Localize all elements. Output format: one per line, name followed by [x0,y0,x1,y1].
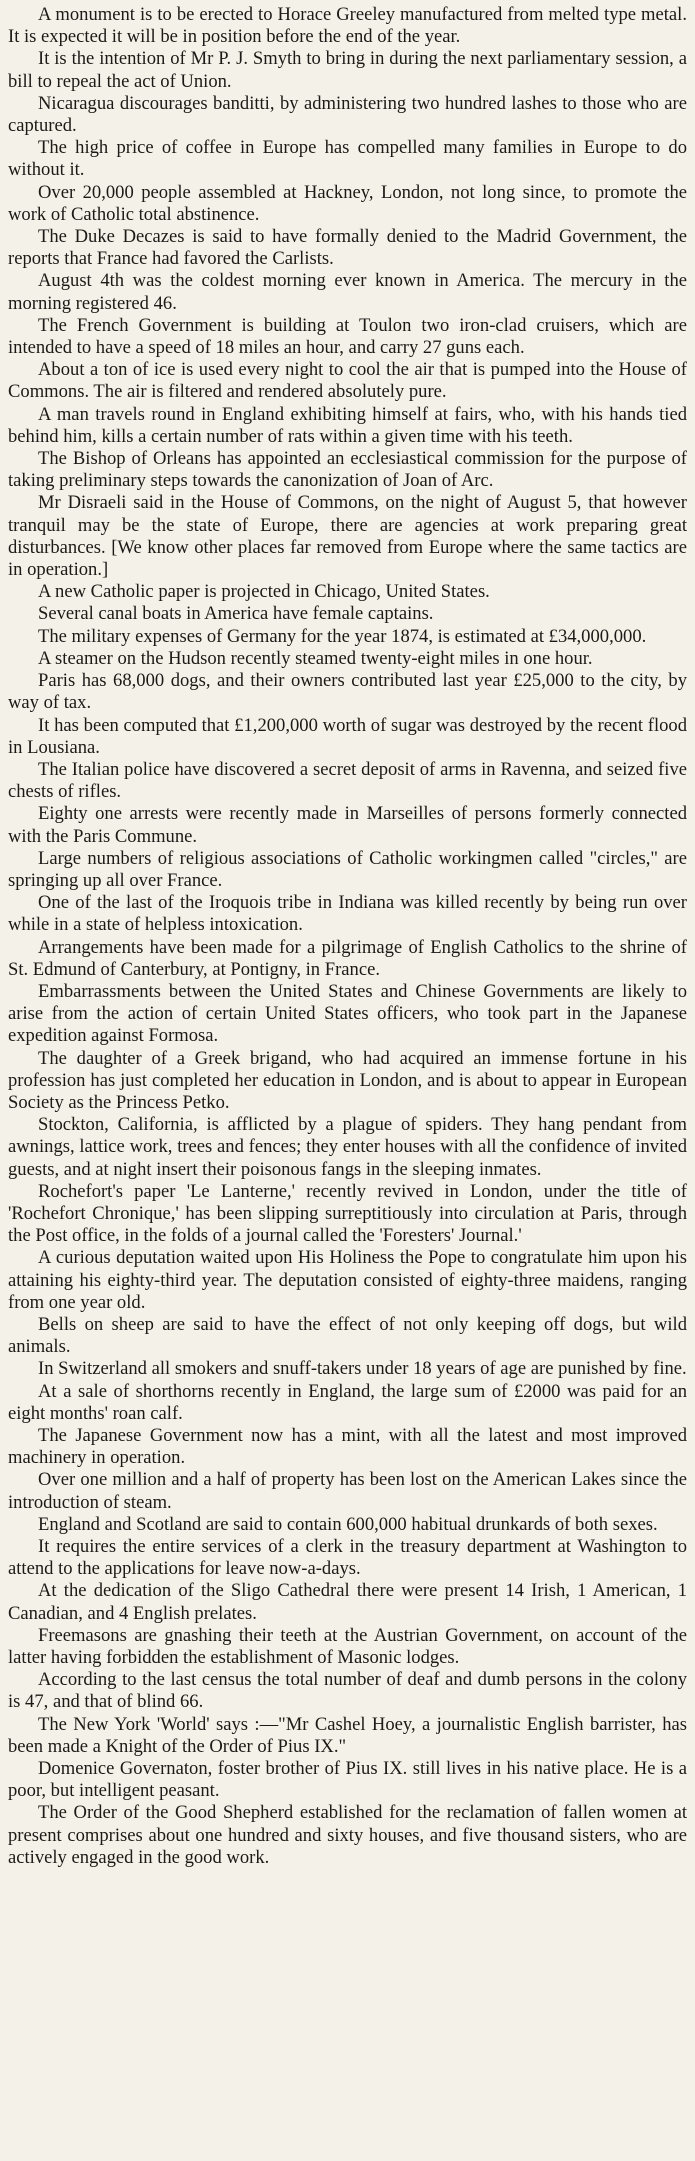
news-paragraph: Large numbers of religious associations of Catholic workingmen called "circles," are springing up all over France. [8,847,687,891]
news-paragraph: The Italian police have discovered a secret deposit of arms in Ravenna, and seized five chests of rifles. [8,758,687,803]
news-paragraph: Embarrassments between the United States and Chinese Governments are likely to arise from the action of certain United States officers, who took part in the Japanese expedition against Formosa. [8,980,687,1047]
news-paragraph: Several canal boats in America have female captains. [38,603,434,625]
news-paragraph: The high price of coffee in Europe has compelled many families in Europe to do without it. [8,137,687,181]
news-paragraph: The French Government is building at Toulon two iron-clad cruisers, which are intended to have a speed of 18 miles an hour, and carry 27 guns each. [8,314,687,359]
news-paragraph: Mr Disraeli said in the House of Commons, on the night of August 5, that however tranquil may be the state of Europe, there are agencies at work preparing great disturbances. [We know other places far removed from Europe where the same tactics are in operation.] [8,492,687,581]
news-paragraph: At the dedication of the Sligo Cathedral there were present 14 Irish, 1 American, 1 Canadian, and 4 English prelates. [8,1580,687,1624]
news-paragraph: The Duke Decazes is said to have formally denied to the Madrid Government, the reports that France had favored the Carlists. [8,226,687,270]
news-paragraph: According to the last census the total number of deaf and dumb persons in the colony is 47, and that of blind 66. [8,1669,687,1713]
news-paragraph: Freemasons are gnashing their teeth at the Austrian Government, on account of the latter having forbidden the establishment of Masonic lodges. [8,1624,687,1669]
news-paragraph: It has been computed that £1,200,000 worth of sugar was destroyed by the recent flood in Lousiana. [8,714,687,758]
news-paragraph: At a sale of shorthorns recently in England, the large sum of £2000 was paid for an eight months' roan calf. [8,1380,687,1424]
news-paragraph: The military expenses of Germany for the year 1874, is estimated at £34,000,000. [38,625,647,647]
news-paragraph: England and Scotland are said to contain 600,000 habitual drunkards of both sexes. [38,1513,658,1535]
news-paragraph: About a ton of ice is used every night to cool the air that is pumped into the House of Commons. The air is filtered and rendered absolutely pure. [8,359,687,403]
news-paragraph: Over one million and a half of property has been lost on the American Lakes since the introduction of steam. [8,1469,687,1513]
news-paragraph: The daughter of a Greek brigand, who had acquired an immense fortune in his profession has just completed her education in London, and is about to appear in European Society as the Princess Petko. [8,1047,687,1113]
news-paragraph: Nicaragua discourages banditti, by administering two hundred lashes to those who are captured. [8,92,687,137]
news-paragraph: It is the intention of Mr P. J. Smyth to bring in during the next parliamentary session, a bill to repeal the act of Union. [8,48,687,92]
news-paragraph: The Order of the Good Shepherd established for the reclamation of fallen women at present comprises about one hundred and sixty houses, and five thousand sisters, who are actively engaged in the good work. [8,1802,687,1868]
news-paragraph: A man travels round in England exhibiting himself at fairs, who, with his hands tied behind him, kills a certain number of rats within a given time with his teeth. [8,403,687,447]
news-paragraph: Eighty one arrests were recently made in Marseilles of persons formerly connected with the Paris Commune. [8,803,687,847]
news-paragraph: It requires the entire services of a clerk in the treasury department at Washington to attend to the applications for leave now-a-days. [8,1536,687,1580]
news-paragraph: Over 20,000 people assembled at Hackney, London, not long since, to promote the work of Catholic total abstinence. [8,181,687,225]
news-paragraph: The Japanese Government now has a mint, with all the latest and most improved machinery in operation. [8,1425,687,1469]
news-paragraph: Paris has 68,000 dogs, and their owners contributed last year £25,000 to the city, by way of tax. [8,670,687,714]
news-paragraph: In Switzerland all smokers and snuff-takers under 18 years of age are punished by fine. [38,1358,687,1380]
news-paragraph: Arrangements have been made for a pilgrimage of English Catholics to the shrine of St. Edmund of Canterbury, at Pontigny, in France. [8,936,687,980]
news-paragraph: A new Catholic paper is projected in Chicago, United States. [38,581,490,603]
news-paragraph: August 4th was the coldest morning ever known in America. The mercury in the morning registered 46. [8,270,687,314]
news-paragraph: A steamer on the Hudson recently steamed twenty-eight miles in one hour. [38,647,593,669]
news-paragraph: Stockton, California, is afflicted by a plague of spiders. They hang pendant from awnings, lattice work, trees and fences; they enter houses with all the confidence of invited guests, and at night insert their poisonous fangs in the sleeping inmates. [8,1114,687,1180]
news-paragraph: Rochefort's paper 'Le Lanterne,' recently revived in London, under the title of 'Rochefort Chronique,' has been slipping surreptitiously into circulation at Paris, through the Post office, in the folds of a journal called the 'Foresters' Journal.' [8,1180,687,1247]
news-paragraph: A curious deputation waited upon His Holiness the Pope to congratulate him upon his attaining his eighty-third year. The deputation consisted of eighty-three maidens, ranging from one year old. [8,1247,687,1313]
news-paragraph: Domenice Governaton, foster brother of Pius IX. still lives in his native place. He is a poor, but intelligent peasant. [8,1758,687,1802]
news-paragraph: A monument is to be erected to Horace Greeley manufactured from melted type metal. It is expected it will be in position before the end of the year. [8,4,687,48]
news-paragraph: Bells on sheep are said to have the effect of not only keeping off dogs, but wild animals. [8,1313,687,1358]
news-paragraph: One of the last of the Iroquois tribe in Indiana was killed recently by being run over while in a state of helpless intoxication. [8,892,687,936]
news-paragraph: The New York 'World' says :—"Mr Cashel Hoey, a journalistic English barrister, has been made a Knight of the Order of Pius IX." [8,1713,687,1757]
news-paragraph: The Bishop of Orleans has appointed an ecclesiastical commission for the purpose of taking preliminary steps towards the canonization of Joan of Arc. [8,448,687,492]
